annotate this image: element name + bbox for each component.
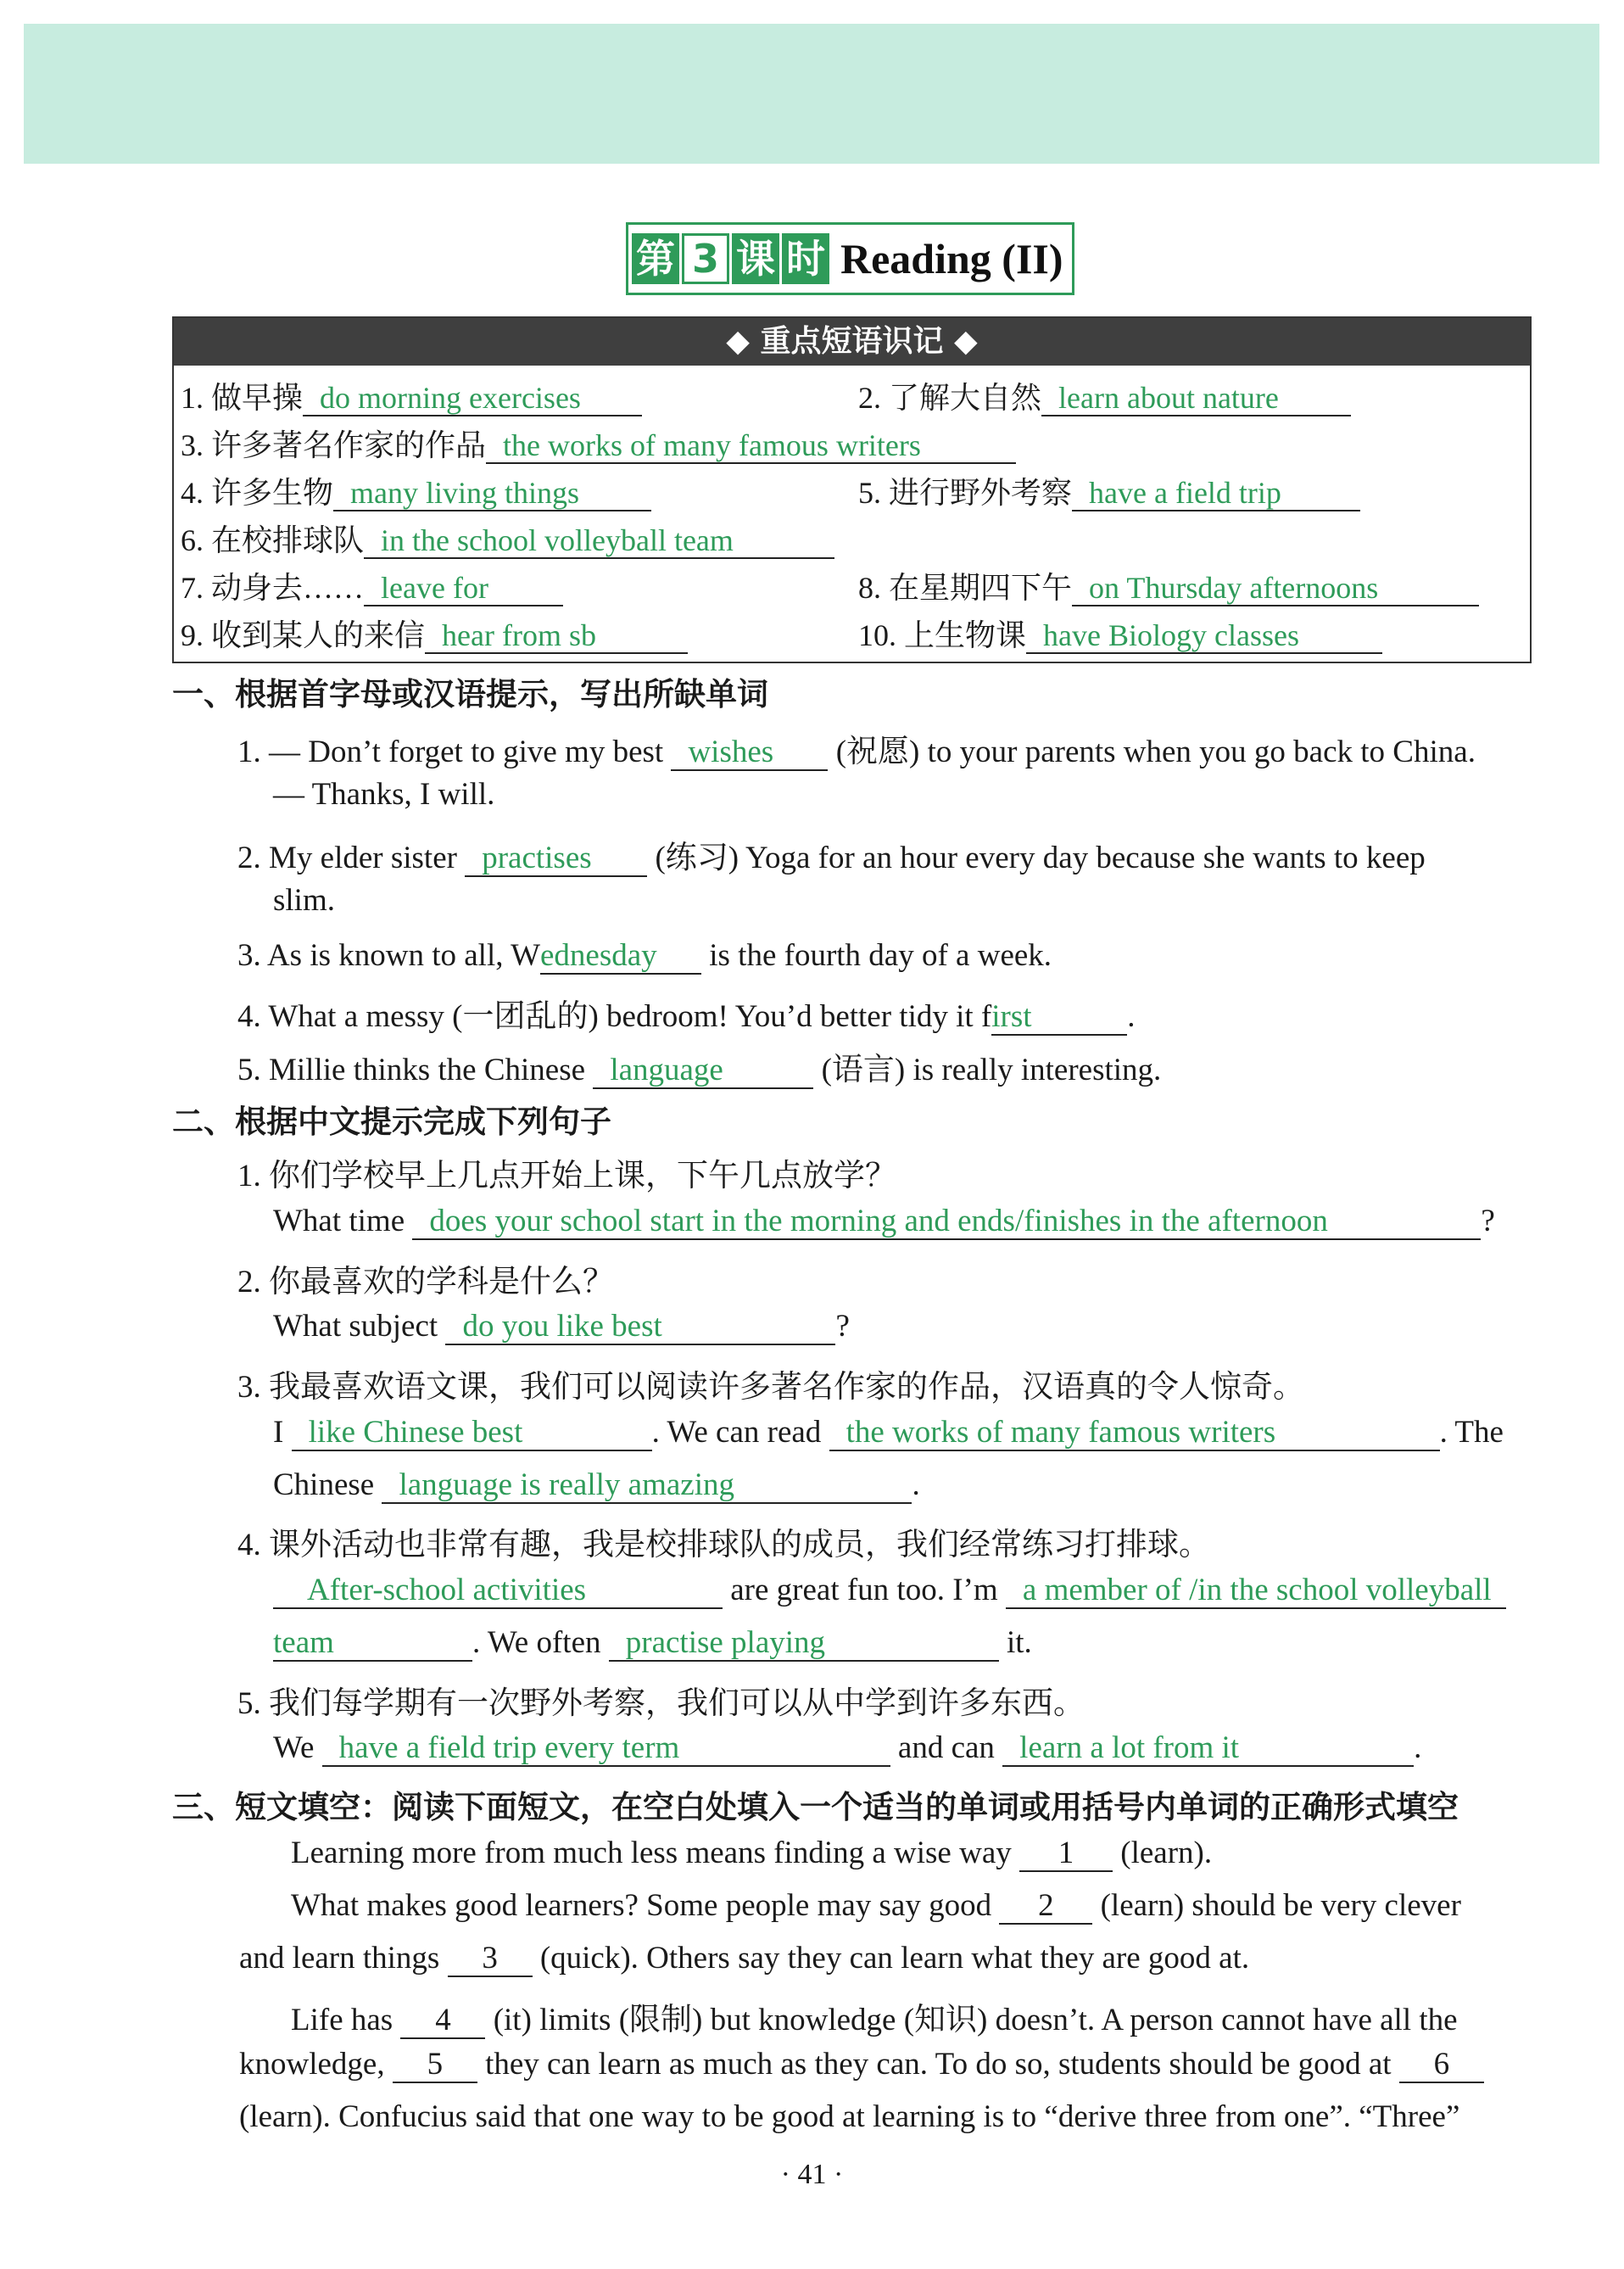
answer-text: a member of /in the school volleyball bbox=[1006, 1574, 1506, 1609]
blank-number: 5 bbox=[393, 2048, 477, 2083]
s1-q3: 3. As is known to all, Wednesday is the fourth day of a week. bbox=[237, 938, 1052, 973]
phrase-item: 7. 动身去…… leave for bbox=[181, 564, 563, 607]
blank-number: 3 bbox=[448, 1942, 533, 1977]
title-char-4: 时 bbox=[782, 233, 829, 284]
s1-q2-cont: slim. bbox=[273, 883, 335, 918]
answer-text: wishes bbox=[671, 736, 828, 771]
s1-q4: 4. What a messy (一团乱的) bedroom! You’d better tidy it first . bbox=[237, 999, 1136, 1034]
answer-text: in the school volleyball team bbox=[364, 525, 834, 559]
s1-q1-reply: — Thanks, I will. bbox=[273, 777, 495, 812]
answer-text: learn a lot from it bbox=[1002, 1732, 1414, 1767]
s1-q2: 2. My elder sister practises (练习) Yoga for an hour every day because she wants to keep bbox=[237, 841, 1426, 875]
blank-number: 6 bbox=[1399, 2048, 1484, 2083]
s2-q3-chinese: 3. 我最喜欢语文课，我们可以阅读许多著名作家的作品，汉语真的令人惊奇。 bbox=[237, 1370, 1304, 1405]
s2-q1: What time does your school start in the morning and ends/finishes in the afternoon ? bbox=[273, 1204, 1495, 1238]
phrase-item: 10. 上生物课 have Biology classes bbox=[858, 612, 1382, 655]
s3-para-line: Life has 4 (it) limits (限制) but knowledge (知识) doesn’t. A person cannot have all the bbox=[291, 2003, 1458, 2037]
s2-q2-chinese: 2. 你最喜欢的学科是什么？ bbox=[237, 1265, 614, 1299]
s1-q1: 1. — Don’t forget to give my best wishes (祝愿) to your parents when you go back to China. bbox=[237, 735, 1476, 769]
s1-q5: 5. Millie thinks the Chinese language (语言) is really interesting. bbox=[237, 1053, 1162, 1087]
top-color-band bbox=[24, 24, 1599, 164]
answer-text: practises bbox=[465, 842, 647, 877]
s3-para-line: Learning more from much less means finding a wise way 1 (learn). bbox=[291, 1836, 1213, 1870]
answer-text: have Biology classes bbox=[1026, 620, 1382, 654]
s2-q5-chinese: 5. 我们每学期有一次野外考察，我们可以从中学到许多东西。 bbox=[237, 1686, 1085, 1721]
s2-q3-line2: Chinese language is really amazing . bbox=[273, 1467, 920, 1502]
phrase-item: 6. 在校排球队 in the school volleyball team bbox=[181, 517, 834, 560]
lesson-title bbox=[626, 222, 1074, 295]
blank-number: 4 bbox=[400, 2004, 485, 2039]
answer-text: the works of many famous writers bbox=[829, 1417, 1440, 1451]
answer-text: on Thursday afternoons bbox=[1072, 573, 1479, 606]
answer-text: the works of many famous writers bbox=[486, 430, 1016, 464]
answer-text: language is really amazing bbox=[382, 1469, 912, 1504]
answer-text: ednesday bbox=[540, 940, 701, 975]
answer-text: irst bbox=[991, 1001, 1127, 1036]
blank-number: 2 bbox=[999, 1890, 1092, 1925]
answer-text: leave for bbox=[364, 573, 563, 606]
s3-para-line: What makes good learners? Some people may say good 2 (learn) should be very clever bbox=[291, 1888, 1461, 1923]
page-number: · 41 · bbox=[780, 2159, 844, 2190]
key-phrases-panel bbox=[172, 316, 1532, 663]
answer-text: have a field trip every term bbox=[322, 1732, 890, 1767]
phrase-item: 1. 做早操 do morning exercises bbox=[181, 374, 642, 417]
section-3-title: 三、短文填空：阅读下面短文，在空白处填入一个适当的单词或用括号内单词的正确形式填空 bbox=[172, 1789, 1459, 1825]
s3-para-line: and learn things 3 (quick). Others say they can learn what they are good at. bbox=[239, 1941, 1250, 1976]
s2-q4-line2: team . We often practise playing it. bbox=[273, 1625, 1032, 1660]
answer-text: have a field trip bbox=[1072, 478, 1360, 511]
answer-text: do you like best bbox=[445, 1311, 835, 1345]
answer-text: does your school start in the morning and ends/finishes in the afternoon bbox=[412, 1205, 1481, 1240]
answer-text: many living things bbox=[333, 478, 651, 511]
s2-q5: We have a field trip every term and can learn a lot from it . bbox=[273, 1730, 1422, 1765]
s2-q4-chinese: 4. 课外活动也非常有趣，我是校排球队的成员，我们经常练习打排球。 bbox=[237, 1528, 1210, 1562]
phrase-item: 9. 收到某人的来信 hear from sb bbox=[181, 612, 688, 655]
title-text: Reading (II) bbox=[840, 235, 1063, 282]
answer-text: hear from sb bbox=[425, 620, 688, 654]
answer-text: team bbox=[273, 1627, 472, 1662]
answer-text: do morning exercises bbox=[303, 383, 642, 416]
key-phrases-header: ◆ 重点短语识记 ◆ bbox=[174, 318, 1530, 366]
s2-q1-chinese: 1. 你们学校早上几点开始上课，下午几点放学？ bbox=[237, 1159, 896, 1193]
phrase-item: 3. 许多著名作家的作品 the works of many famous writers bbox=[181, 422, 1016, 465]
blank-number: 1 bbox=[1019, 1837, 1113, 1872]
answer-text: After-school activities bbox=[273, 1574, 723, 1609]
section-1-title: 一、根据首字母或汉语提示，写出所缺单词 bbox=[172, 676, 768, 713]
s2-q2: What subject do you like best ? bbox=[273, 1309, 850, 1344]
answer-text: learn about nature bbox=[1041, 383, 1351, 416]
phrase-item: 2. 了解大自然 learn about nature bbox=[858, 374, 1351, 417]
title-char-3: 课 bbox=[732, 233, 779, 284]
phrase-item: 4. 许多生物 many living things bbox=[181, 469, 651, 512]
title-char-1: 第 bbox=[632, 233, 679, 284]
answer-text: like Chinese best bbox=[292, 1417, 652, 1451]
answer-text: practise playing bbox=[609, 1627, 999, 1662]
phrase-item: 8. 在星期四下午 on Thursday afternoons bbox=[858, 564, 1479, 607]
answer-text: language bbox=[593, 1054, 813, 1089]
s3-para-line: knowledge, 5 they can learn as much as they can. To do so, students should be good at 6 bbox=[239, 2046, 1484, 2083]
title-char-2: 3 bbox=[682, 233, 729, 284]
section-2-title: 二、根据中文提示完成下列句子 bbox=[172, 1104, 611, 1140]
s2-q4-line1: After-school activities are great fun too. I’m a member of /in the school volleyball bbox=[273, 1572, 1506, 1609]
s3-para-line: (learn). Confucius said that one way to be good at learning is to “derive three from one”. “Three” bbox=[239, 2099, 1460, 2134]
s2-q3-line1: I like Chinese best . We can read the works of many famous writers . The bbox=[273, 1415, 1504, 1450]
phrase-item: 5. 进行野外考察 have a field trip bbox=[858, 469, 1360, 512]
